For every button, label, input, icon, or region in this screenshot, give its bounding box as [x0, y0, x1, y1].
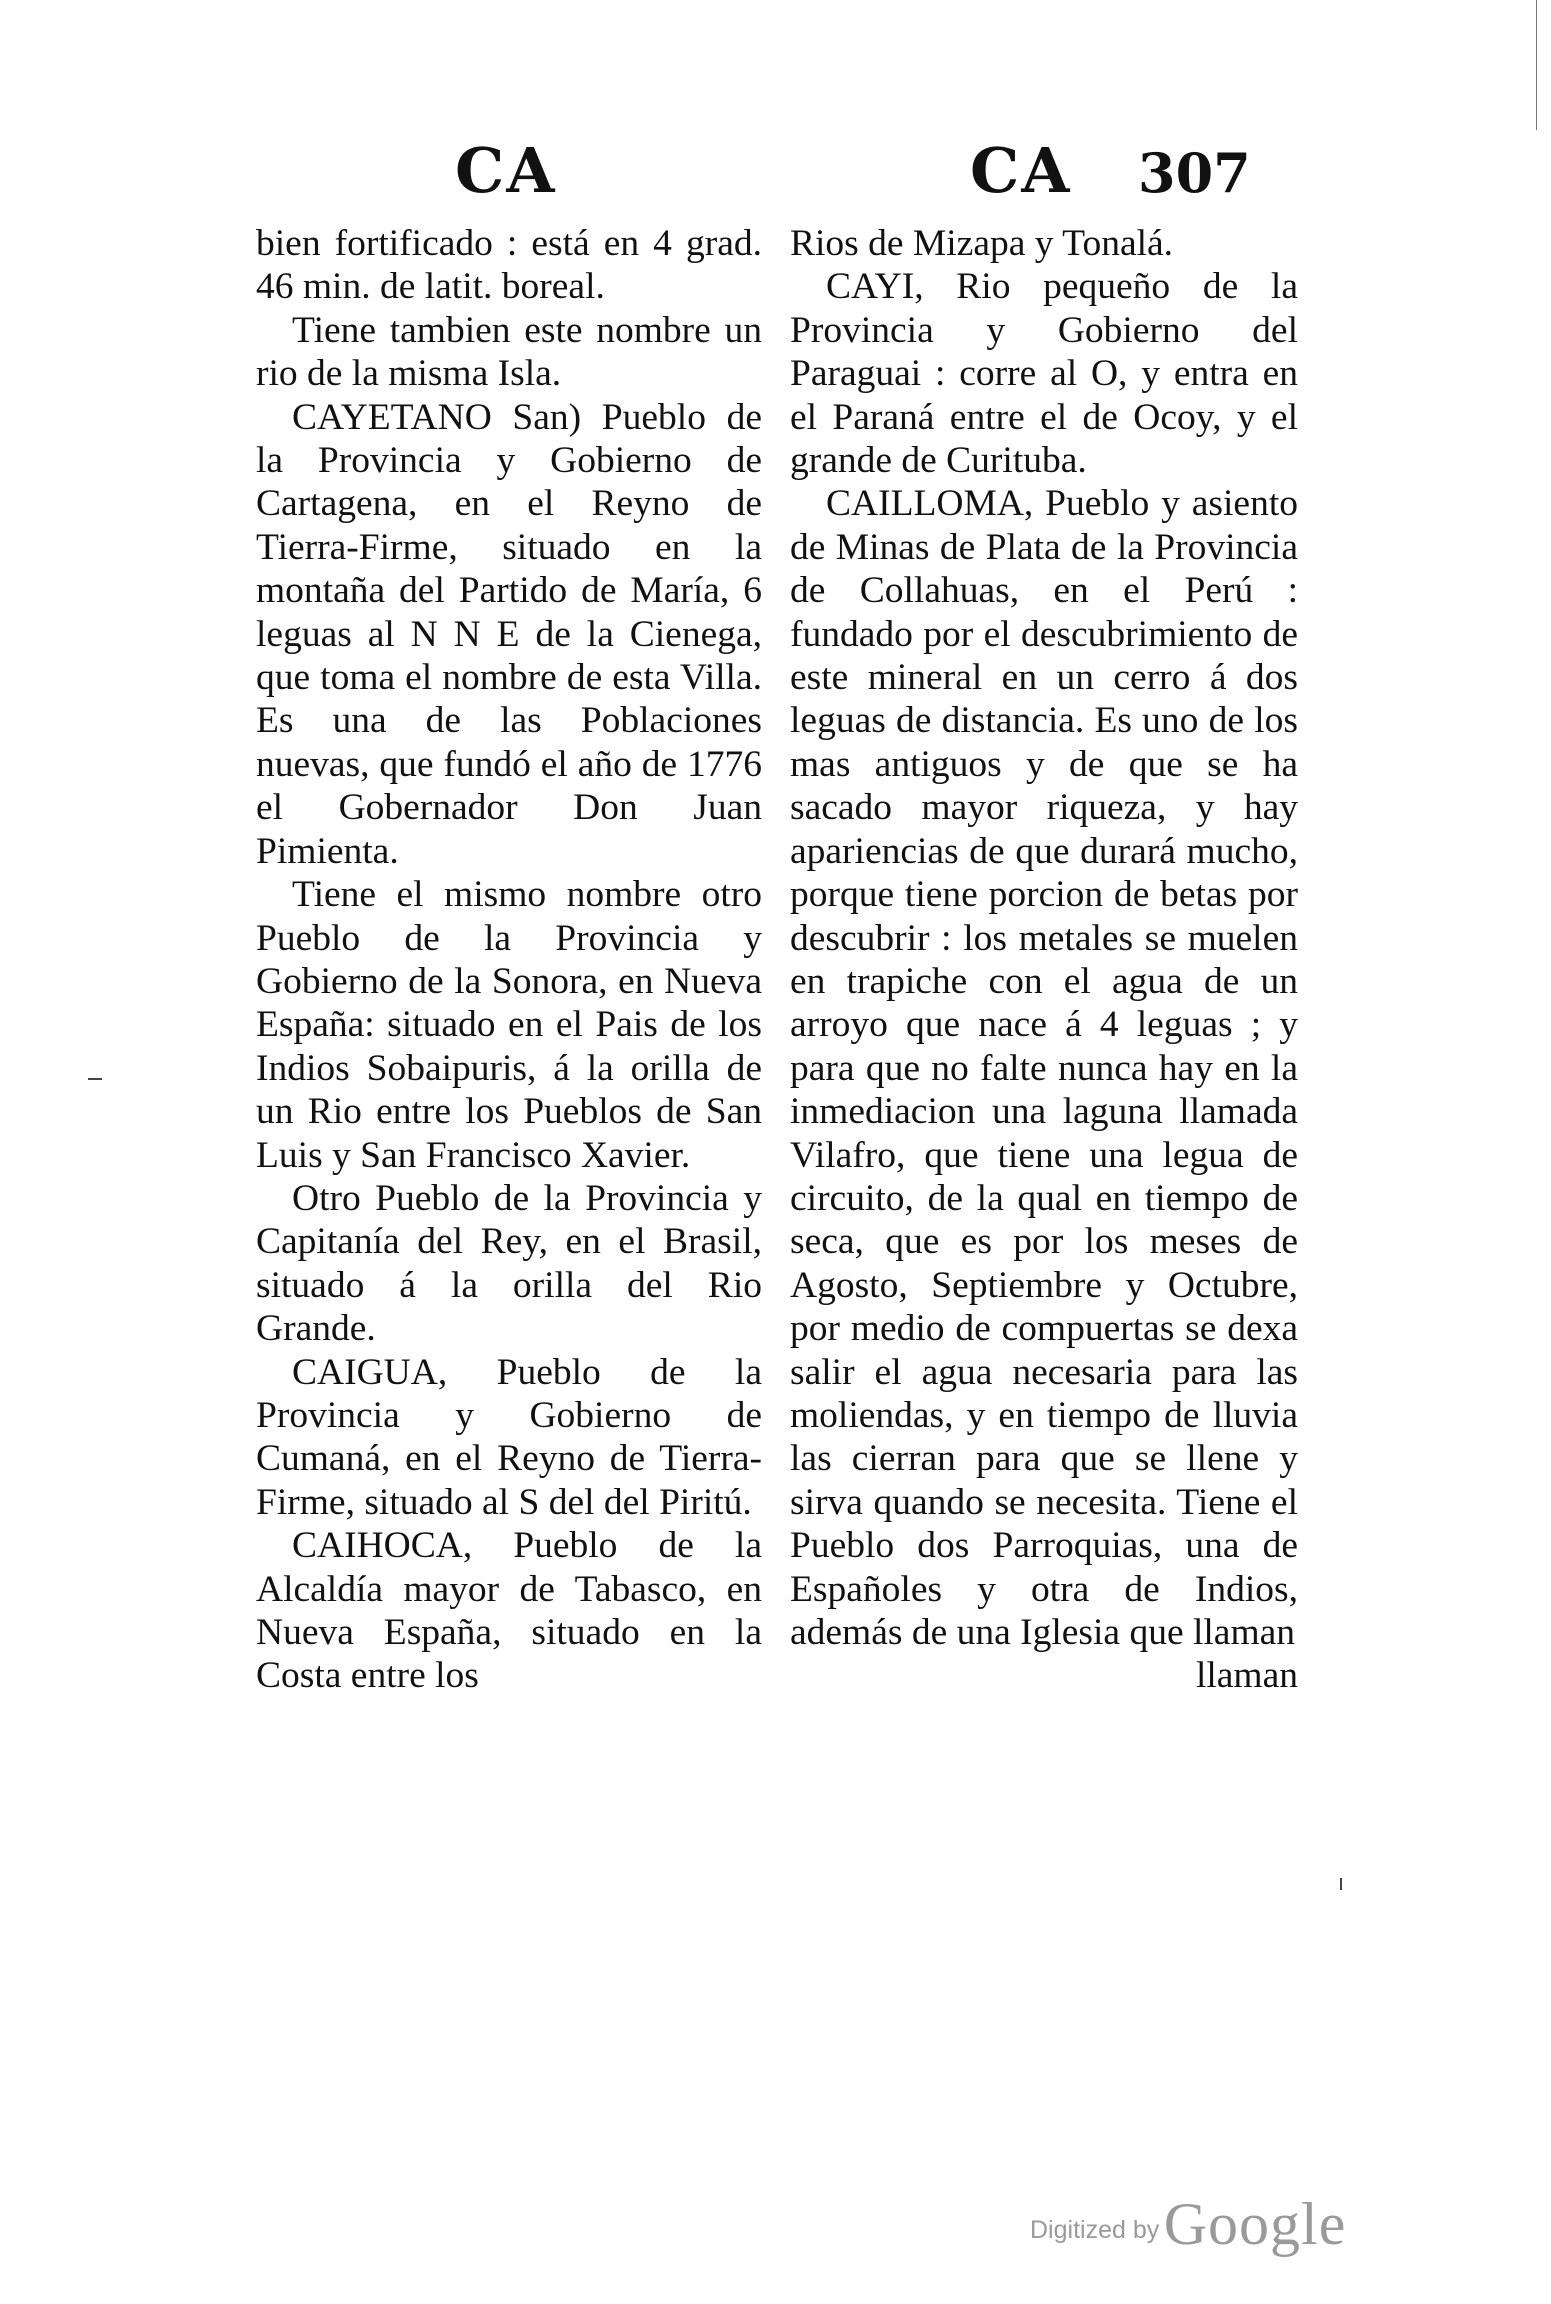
digitized-by-google-watermark — [1030, 2190, 1346, 2259]
paragraph-r1: Rios de Mizapa y Tonalá. — [790, 223, 1174, 264]
running-head-right: CA — [970, 134, 1072, 207]
page-number: 307 — [1138, 141, 1251, 205]
running-head-left: CA — [455, 134, 557, 207]
paragraph-r3: CAILLOMA, Pueblo y asiento de Minas de Plata de la Provincia de Collahuas, en el Perú : fundado por el descubrimiento de este mineral en un cerro á dos leguas de distancia. Es uno de los mas antiguos y de que se ha sacado mayor riqueza, y hay apariencias de que durará mucho, porque tiene porcion de betas por descubrir : los metales se muelen en trapiche con el agua de un arroyo que nace á 4 leguas ; y para que no falte nunca hay en la inmediacion una laguna llamada Vilafro, que tiene una legua de circuito, de la qual en tiempo de seca, que es por los meses de Agosto, Septiembre y Octubre, por medio de compuertas se dexa salir el agua necesaria para las moliendas, y en tiempo de lluvia las cierran para que se llene y sirva quando se necesita. Tiene el Pueblo dos Parroquias, una de Españoles y otra de Indios, además de una Iglesia que llaman — [790, 483, 1298, 1653]
margin-dash-mark — [1340, 1878, 1342, 1890]
google-logo-text: Google — [1163, 2191, 1347, 2257]
right-text-column — [790, 222, 1298, 1698]
left-text-column — [256, 222, 762, 1698]
paragraph-l3: CAYETANO San) Pueblo de la Provincia y Gobierno de Cartagena, en el Reyno de Tierra-Firme, situado en la montaña del Partido de María, 6 leguas al N N E de la Cienega, que toma el nombre de esta Villa. Es una de las Poblaciones nuevas, que fundó el año de 1776 el Gobernador Don Juan Pimienta. — [256, 396, 762, 872]
paragraph-l1: bien fortificado : está en 4 grad. 46 min. de latit. boreal. — [256, 223, 762, 308]
catchword: llaman — [1195, 1655, 1298, 1697]
paragraph-l6: CAIGUA, Pueblo de la Provincia y Gobierno de Cumaná, en el Reyno de Tierra-Firme, situado al S del del Piritú. — [256, 1351, 762, 1523]
paragraph-l4: Tiene el mismo nombre otro Pueblo de la Provincia y Gobierno de la Sonora, en Nueva España: situado en el Pais de los Indios Sobaipuris, á la orilla de un Rio entre los Pueblos de San Luis y San Francisco Xavier. — [256, 874, 762, 1176]
watermark-prefix: Digitized by — [1030, 2216, 1160, 2244]
paragraph-l2: Tiene tambien este nombre un rio de la misma Isla. — [256, 309, 762, 395]
paragraph-l5: Otro Pueblo de la Provincia y Capitanía del Rey, en el Brasil, situado á la orilla del Rio Grande. — [256, 1177, 762, 1350]
page-edge-line — [1536, 0, 1537, 130]
paragraph-l7: CAIHOCA, Pueblo de la Alcaldía mayor de Tabasco, en Nueva España, situado en la Costa entre los — [256, 1525, 762, 1697]
paragraph-r2: CAYI, Rio pequeño de la Provincia y Gobierno del Paraguai : corre al O, y entra en el Paraná entre el de Ocoy, y el grande de Curituba. — [790, 266, 1298, 482]
margin-dash-mark — [88, 1078, 102, 1080]
